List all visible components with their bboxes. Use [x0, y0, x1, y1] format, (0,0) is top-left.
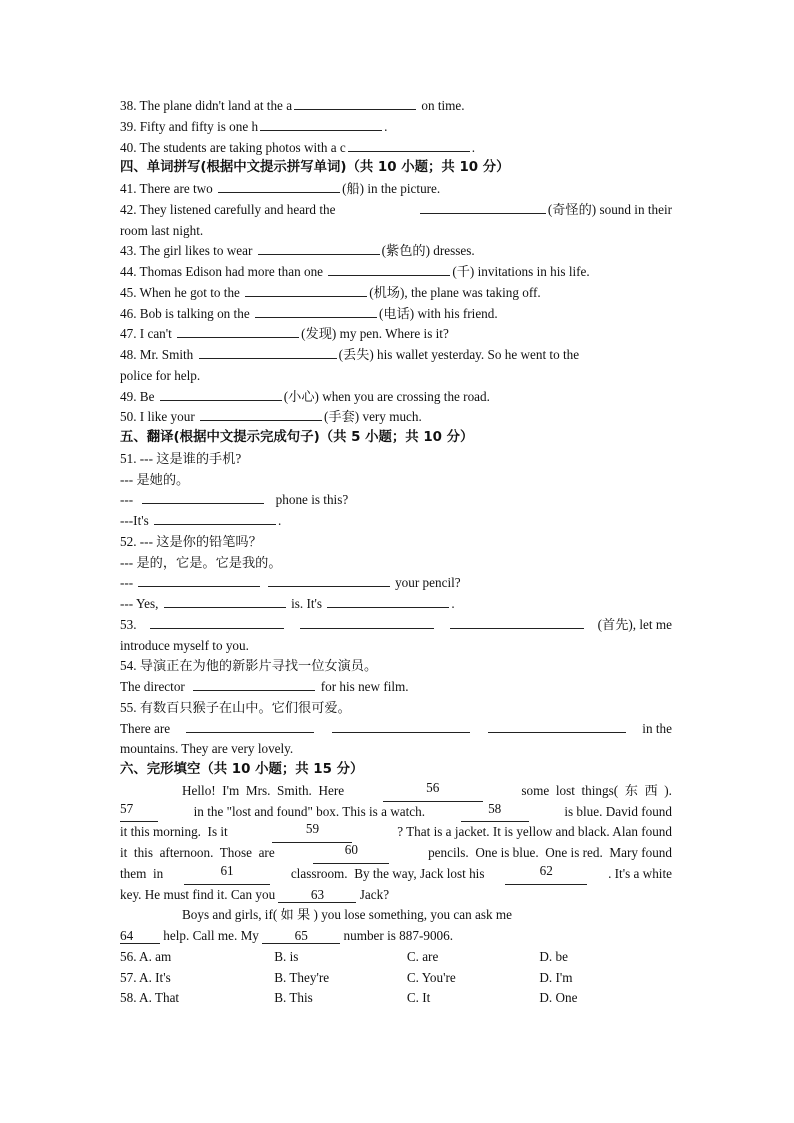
- worksheet-page: [120, 96, 672, 1009]
- blank[interactable]: [348, 138, 470, 152]
- cloze-line-7: Boys and girls, if( 如 果 ) you lose something, you can ask me: [182, 907, 513, 923]
- cloze-blank-59[interactable]: 59: [272, 822, 352, 843]
- options-58: 58. A. That B. This C. It D. One: [120, 990, 578, 1006]
- blank[interactable]: [258, 241, 380, 255]
- blank[interactable]: [450, 615, 584, 629]
- blank[interactable]: [150, 615, 284, 629]
- options-57: 57. A. It's B. They're C. You're D. I'm: [120, 969, 573, 985]
- blank[interactable]: [142, 490, 264, 504]
- cloze-line-8: 64 help. Call me. My 65 number is 887-9006.: [120, 928, 454, 943]
- blank[interactable]: [332, 719, 470, 733]
- cloze-blank-64[interactable]: 64: [120, 929, 160, 944]
- cloze-line-1: Hello! I'm Mrs. Smith. Here 56 some lost things( 东 西 ).: [120, 781, 672, 802]
- question-54: 54. 导演正在为他的新影片寻找一位女演员。: [120, 658, 378, 674]
- cloze-line-5: them in 61 classroom. By the way, Jack lost his 62 . It's a white: [120, 864, 672, 885]
- cloze-blank-62[interactable]: 62: [505, 864, 587, 885]
- question-40: 40. The students are taking photos with a c .: [120, 139, 476, 155]
- question-55: 55. 有数百只猴子在山中。它们很可爱。: [120, 699, 351, 715]
- blank[interactable]: [193, 677, 315, 691]
- blank[interactable]: [328, 262, 450, 276]
- question-51: 51. --- 这是谁的手机?: [120, 450, 242, 466]
- blank[interactable]: [260, 117, 382, 131]
- question-42: 42. They listened carefully and heard the (奇怪的) sound in their: [120, 201, 672, 217]
- question-52-line-1: --- your pencil?: [120, 575, 461, 591]
- blank[interactable]: [245, 283, 367, 297]
- question-44: 44. Thomas Edison had more than one (千) invitations in his life.: [120, 264, 590, 279]
- cloze-blank-65[interactable]: 65: [262, 929, 340, 944]
- question-48-cont: police for help.: [120, 367, 201, 383]
- question-49: 49. Be (小心) when you are crossing the road.: [120, 388, 490, 404]
- options-56: 56. A. am B. is C. are D. be: [120, 948, 568, 964]
- cloze-line-3: it this morning. Is it 59 ? That is a jacket. It is yellow and black. Alan found: [120, 822, 672, 843]
- question-46: 46. Bob is talking on the (电话) with his friend.: [120, 305, 498, 321]
- cloze-blank-60[interactable]: 60: [313, 843, 389, 864]
- cloze-line-6: key. He must find it. Can you 63 Jack?: [120, 886, 390, 902]
- section-6-heading: 六、完形填空（共 10 小题；共 15 分）: [120, 762, 364, 777]
- blank[interactable]: [488, 719, 626, 733]
- blank[interactable]: [138, 573, 260, 587]
- question-51-answer-cn: --- 是她的。: [120, 471, 190, 487]
- blank[interactable]: [218, 179, 340, 193]
- question-52: 52. --- 这是你的铅笔吗？: [120, 533, 262, 549]
- question-51-line-2: ---It's .: [120, 513, 282, 528]
- question-51-line-1: --- phone is this?: [120, 492, 349, 508]
- question-53: 53. (首先), let me: [120, 616, 672, 632]
- blank[interactable]: [164, 594, 286, 608]
- blank[interactable]: [160, 387, 282, 401]
- cloze-blank-61[interactable]: 61: [184, 864, 270, 885]
- blank[interactable]: [177, 324, 299, 338]
- question-50: 50. I like your (手套) very much.: [120, 409, 422, 425]
- question-38: 38. The plane didn't land at the a on time.: [120, 98, 465, 113]
- question-53-cont: introduce myself to you.: [120, 637, 249, 653]
- cloze-line-4: it this afternoon. Those are 60 pencils. One is blue. One is red. Mary found: [120, 843, 672, 864]
- blank[interactable]: [327, 594, 449, 608]
- question-52-line-2: --- Yes, is. It's .: [120, 596, 455, 611]
- question-52-answer-cn: --- 是的，它是。它是我的。: [120, 554, 282, 570]
- section-4-heading: 四、单词拼写(根据中文提示拼写单词)（共 10 小题；共 10 分）: [120, 160, 510, 176]
- section-5-heading: 五、翻译(根据中文提示完成句子)（共 5 小题；共 10 分）: [120, 430, 474, 445]
- cloze-blank-63[interactable]: 63: [278, 888, 356, 903]
- blank[interactable]: [294, 96, 416, 110]
- blank[interactable]: [255, 304, 377, 318]
- cloze-blank-58[interactable]: 58: [461, 802, 529, 823]
- question-43: 43. The girl likes to wear (紫色的) dresses.: [120, 243, 475, 259]
- blank[interactable]: [268, 573, 390, 587]
- question-41: 41. There are two (船) in the picture.: [120, 181, 441, 196]
- question-48: 48. Mr. Smith (丢失) his wallet yesterday. So he went to the: [120, 347, 580, 362]
- cloze-blank-57[interactable]: 57: [120, 802, 158, 823]
- blank[interactable]: [186, 719, 314, 733]
- question-45: 45. When he got to the (机场), the plane was taking off.: [120, 284, 541, 300]
- question-54-line: The director for his new film.: [120, 679, 409, 694]
- blank[interactable]: [300, 615, 434, 629]
- cloze-line-2: 57 in the "lost and found" box. This is a watch. 58 is blue. David found: [120, 802, 672, 823]
- question-55-cont: mountains. They are very lovely.: [120, 741, 294, 757]
- question-47: 47. I can't (发现) my pen. Where is it?: [120, 326, 449, 342]
- blank[interactable]: [200, 407, 322, 421]
- question-42-cont: room last night.: [120, 222, 204, 238]
- cloze-blank-56[interactable]: 56: [383, 781, 483, 802]
- blank[interactable]: [199, 345, 337, 359]
- question-39: 39. Fifty and fifty is one h .: [120, 118, 388, 134]
- blank[interactable]: [420, 200, 546, 214]
- question-55-line: There are in the: [120, 720, 672, 736]
- blank[interactable]: [154, 511, 276, 525]
